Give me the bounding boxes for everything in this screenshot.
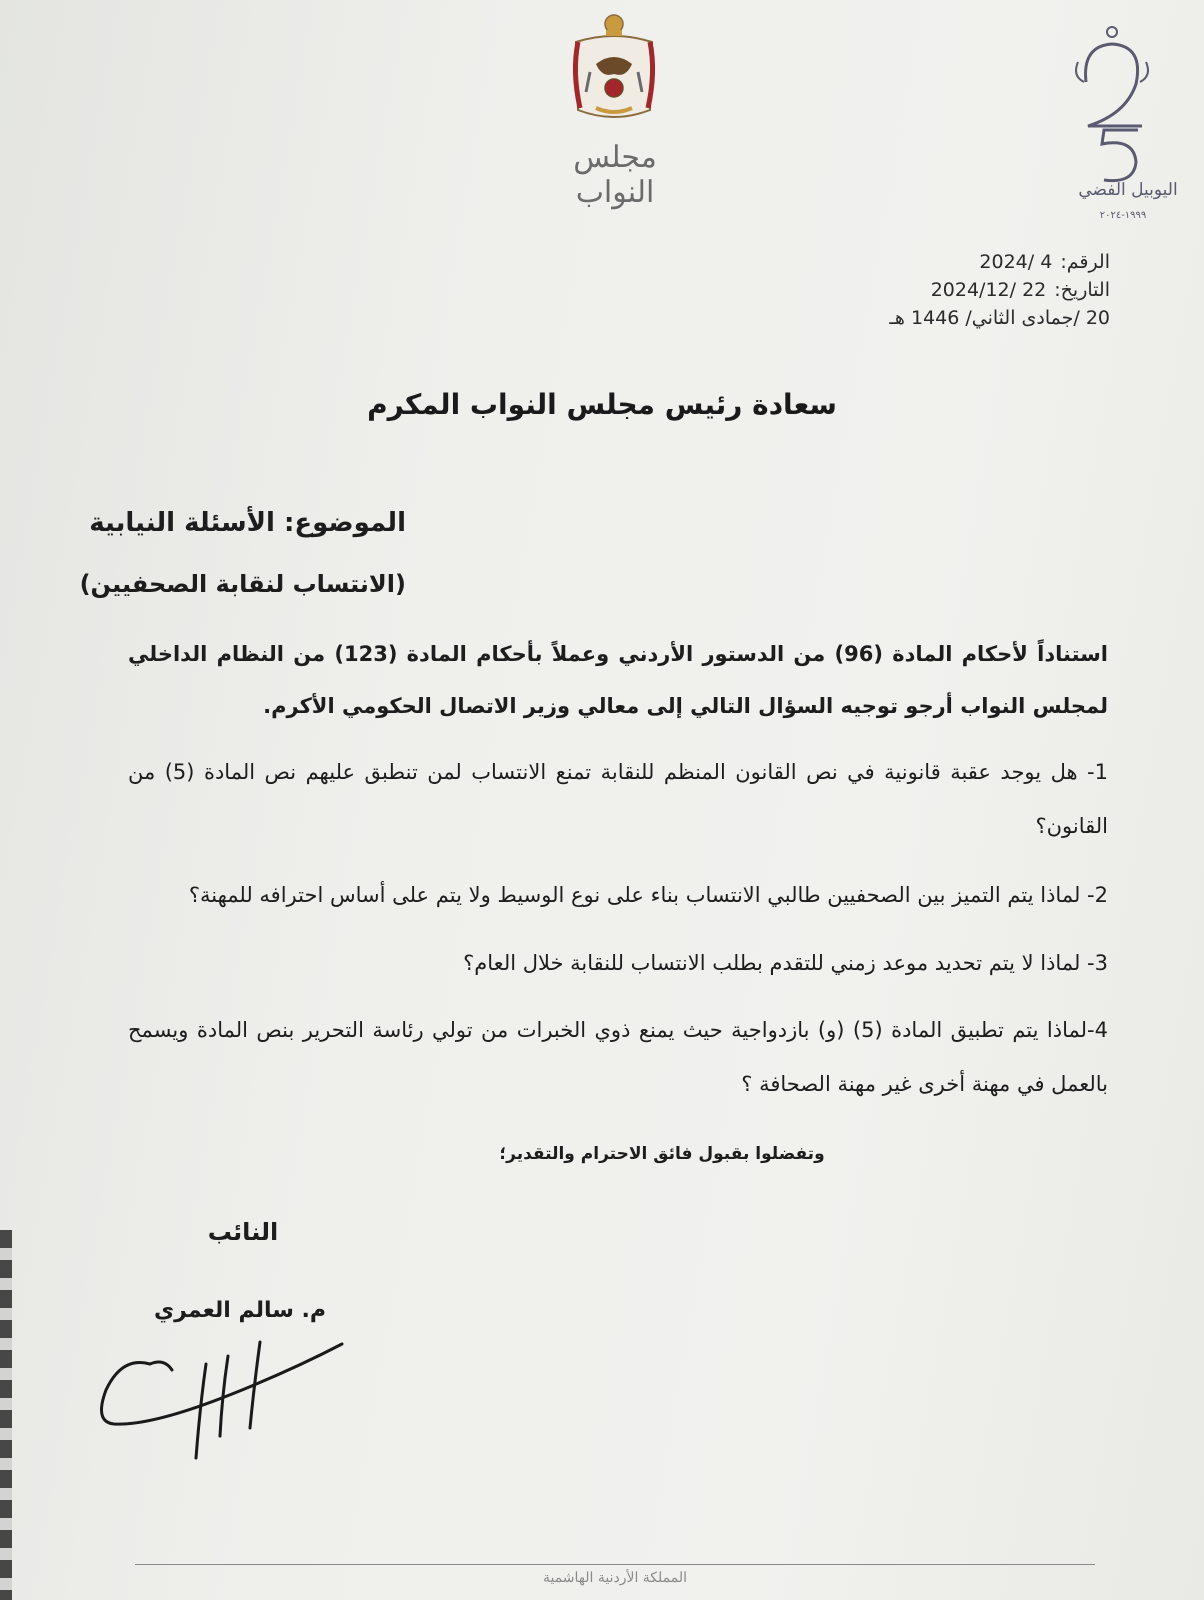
date-line (889, 276, 1110, 304)
question-3: 3- لماذا لا يتم تحديد موعد زمني للتقدم بطلب الانتساب للنقابة خلال العام؟ (463, 951, 1108, 975)
question-2: 2- لماذا يتم التميز بين الصحفيين طالبي الانتساب بناء على نوع الوسيط ولا يتم على أساس احترافه للمهنة؟ (188, 883, 1108, 907)
signer-title: النائب (207, 1218, 279, 1246)
reference-line (889, 248, 1110, 276)
question-1: 1- هل يوجد عقبة قانونية في نص القانون المنظم للنقابة تمنع الانتساب لمن تنطبق عليهم نص المادة (5) من القانون؟ (128, 760, 1108, 838)
closing-wrapper (0, 1144, 1204, 1164)
council-name-logotype: مجلس النواب (573, 140, 657, 210)
handwritten-signature (92, 1336, 362, 1466)
reference-block (889, 248, 1110, 332)
closing-line: وتفضلوا بقبول فائق الاحترام والتقدير؛ (499, 1144, 825, 1164)
date-value: 22 /2024/12 (930, 279, 1047, 301)
signer-name: م. سالم العمري (153, 1298, 327, 1323)
addressee-heading: سعادة رئيس مجلس النواب المكرم (367, 388, 837, 421)
silver-jubilee-25-logo (1070, 22, 1170, 202)
scan-edge-artifact (0, 1230, 12, 1600)
footer-rule (135, 1564, 1095, 1565)
intro-paragraph: استناداً لأحكام المادة (96) من الدستور الأردني وعملاً بأحكام المادة (123) من النظام الداخلي لمجلس النواب أرجو توجيه السؤال التالي إلى معالي وزير الاتصال الحكومي الأكرم. (128, 642, 1108, 718)
date-label: التاريخ: (1054, 279, 1110, 301)
footer-emblem-text: المملكة الأردنية الهاشمية (542, 1570, 688, 1586)
jubilee-years: ١٩٩٩-٢٠٢٤ (1099, 210, 1147, 221)
subject-line: الموضوع: الأسئلة النيابية (89, 508, 406, 538)
hijri-date: 20 /جمادى الثاني/ 1446 هـ (889, 307, 1110, 329)
royal-crest-icon (566, 12, 662, 130)
jubilee-title: اليوبيل الفضي (1078, 180, 1178, 200)
reference-value: 4 /2024 (979, 251, 1053, 273)
reference-label: الرقم: (1060, 251, 1110, 273)
subject-detail: (الانتساب لنقابة الصحفيين) (79, 570, 406, 598)
question-4: 4-لماذا يتم تطبيق المادة (5) (و) بازدواجية حيث يمنع ذوي الخبرات من تولي رئاسة التحرير بنص المادة ويسمح بالعمل في مهنة أخرى غير مهنة الصحافة ؟ (128, 1018, 1109, 1096)
